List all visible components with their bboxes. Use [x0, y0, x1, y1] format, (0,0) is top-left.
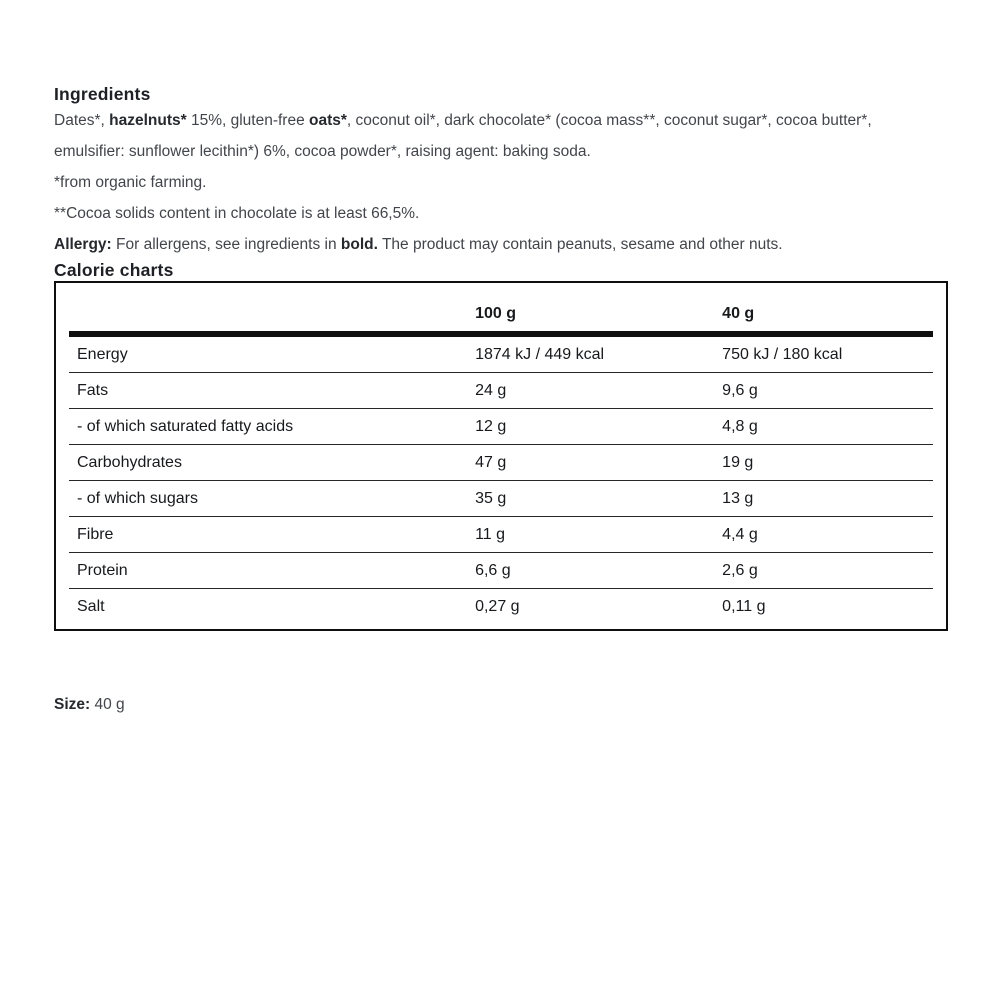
- allergy-text2: The product may contain peanuts, sesame and other nuts.: [377, 236, 783, 253]
- size-value: 40 g: [90, 695, 125, 713]
- row-value-40g: 19 g: [722, 453, 754, 471]
- row-value-40g: 13 g: [722, 489, 754, 507]
- row-value-100g: 24 g: [475, 381, 507, 399]
- row-value-100g: 0,27 g: [475, 597, 520, 615]
- table-row-fats: [69, 373, 933, 409]
- footnote-organic-farming: *from organic farming.: [54, 174, 207, 191]
- allergy-bold-word: bold.: [340, 236, 378, 253]
- row-label: Energy: [77, 345, 128, 363]
- ingredients-seg1: Dates*,: [54, 112, 110, 129]
- allergy-label: Allergy:: [54, 236, 112, 253]
- row-label: Protein: [77, 561, 128, 579]
- table-row-protein: [69, 553, 933, 589]
- row-value-40g: 4,4 g: [722, 525, 758, 543]
- size-label: Size:: [54, 695, 91, 713]
- allergy-text1: For allergens, see ingredients in: [111, 236, 341, 253]
- row-label: - of which sugars: [77, 489, 198, 507]
- table-row-carbohydrates: [69, 445, 933, 481]
- ingredients-seg5: , coconut oil*, dark chocolate* (cocoa mass**, coconut sugar*, cocoa butter*, emulsifier: sunflower lecithin*) 6%, cocoa powder*, raising agent: baking soda.: [54, 112, 872, 160]
- row-label: Carbohydrates: [77, 453, 182, 471]
- table-row-salt: [69, 589, 933, 629]
- row-label: - of which saturated fatty acids: [77, 417, 294, 435]
- row-label: Fats: [77, 381, 109, 399]
- ingredients-oats-bold: oats*: [309, 112, 347, 129]
- calorie-charts-heading: Calorie charts: [54, 260, 174, 280]
- row-label: Salt: [77, 597, 105, 615]
- header-cell-100g: 100 g: [475, 305, 516, 322]
- ingredients-hazelnuts-bold: hazelnuts*: [109, 112, 187, 129]
- nutrition-table: [69, 283, 933, 629]
- row-value-100g: 11 g: [475, 525, 506, 543]
- ingredients-heading: Ingredients: [54, 84, 151, 104]
- row-value-100g: 47 g: [475, 453, 507, 471]
- header-cell-40g: 40 g: [722, 305, 755, 322]
- table-row-sugars: [69, 481, 933, 517]
- row-value-40g: 0,11 g: [722, 597, 766, 615]
- row-value-40g: 4,8 g: [722, 417, 758, 435]
- row-value-100g: 35 g: [475, 489, 507, 507]
- nutrition-table-box: [54, 281, 948, 631]
- nutrition-table-header: [69, 283, 933, 334]
- row-value-40g: 9,6 g: [722, 381, 758, 399]
- size-line: [54, 689, 948, 720]
- row-label: Fibre: [77, 525, 114, 543]
- nutrition-table-body: [69, 334, 933, 629]
- row-value-100g: 12 g: [475, 417, 507, 435]
- ingredients-text: [54, 105, 934, 167]
- row-value-100g: 1874 kJ / 449 kcal: [475, 345, 605, 363]
- row-value-40g: 750 kJ / 180 kcal: [722, 345, 843, 363]
- ingredients-seg3: 15%, gluten-free: [186, 112, 310, 129]
- table-row-fibre: [69, 517, 933, 553]
- header-row: [69, 283, 933, 334]
- allergy-note: [54, 229, 934, 260]
- table-row-saturated-fatty-acids: [69, 409, 933, 445]
- row-value-100g: 6,6 g: [475, 561, 511, 579]
- footnote-cocoa-solids: **Cocoa solids content in chocolate is at least 66,5%.: [54, 205, 420, 222]
- table-row-energy: [69, 334, 933, 373]
- header-cell-empty: [69, 283, 475, 334]
- row-value-40g: 2,6 g: [722, 561, 758, 579]
